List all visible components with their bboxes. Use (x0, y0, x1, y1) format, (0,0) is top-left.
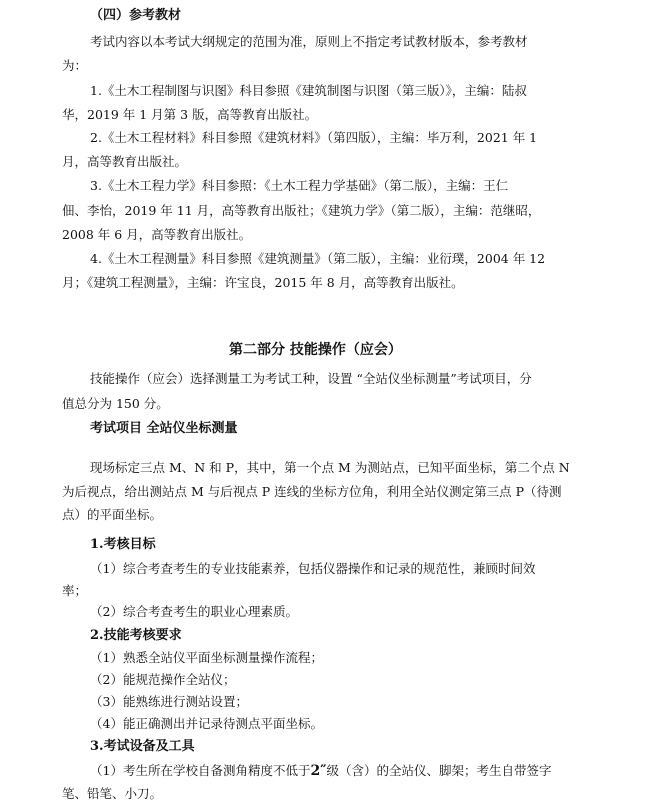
textbook-item-4-cont: 月；《建筑工程测量》，主编：许宝良，2015 年 8 月，高等教育出版社。 (62, 275, 464, 290)
paragraph-line: 值总分为 150 分。 (62, 396, 169, 411)
paragraph-line: 为后视点，给出测站点 M 与后视点 P 连线的坐标方位角，利用全站仪测定第三点 P（待测 (62, 484, 562, 499)
goal-item-2: （2）综合考查考生的职业心理素质。 (90, 604, 298, 619)
textbook-item-3: 3.《土木工程力学》科目参照：《土木工程力学基础》（第二版），主编：王仁 (90, 178, 509, 193)
textbook-item-2-cont: 月，高等教育出版社。 (62, 154, 188, 169)
section-heading-requirements: 2.技能考核要求 (90, 628, 182, 643)
section-heading-equipment: 3.考试设备及工具 (90, 739, 195, 754)
goal-item-1-cont: 率； (62, 583, 88, 598)
goal-item-1: （1）综合考查考生的专业技能素养，包括仪器操作和记录的规范性，兼顾时间效 (90, 561, 536, 576)
equipment-item-1 (90, 763, 551, 779)
textbook-item-3-cont: 2008 年 6 月，高等教育出版社。 (62, 227, 252, 242)
requirement-item-1: （1）熟悉全站仪平面坐标测量操作流程； (90, 650, 323, 665)
equipment-text: （1）考生所在学校自备测角精度不低于 (90, 763, 311, 778)
paragraph-line: 技能操作（应会）选择测量工为考试工种，设置 “全站仪坐标测量”考试项目，分 (90, 371, 532, 386)
paragraph-line: 点）的平面坐标。 (62, 507, 163, 522)
paragraph-line: 为： (62, 58, 88, 73)
section-heading-reference-textbooks: （四）参考教材 (90, 8, 182, 23)
textbook-item-1: 1.《土木工程制图与识图》科目参照《建筑制图与识图（第三版）》，主编：陆叔 (90, 83, 527, 98)
section-heading-goals: 1.考核目标 (90, 537, 156, 552)
requirement-item-3: （3）能熟练进行测站设置； (90, 694, 248, 709)
part-title: 第二部分 技能操作（应会） (229, 342, 402, 358)
paragraph-line: 考试内容以本考试大纲规定的范围为准，原则上不指定考试教材版本，参考教材 (90, 34, 528, 49)
precision-value: 2″ (310, 763, 327, 779)
textbook-item-1-cont: 华，2019 年 1 月第 3 版，高等教育出版社。 (62, 107, 318, 122)
textbook-item-2: 2.《土木工程材料》科目参照《建筑材料》（第四版），主编：毕万利，2021 年 1 (90, 130, 538, 145)
equipment-item-1-cont: 笔、铅笔、小刀。 (62, 786, 163, 801)
textbook-item-4: 4.《土木工程测量》科目参照《建筑测量》（第二版），主编：业衍璞，2004 年 12 (90, 251, 546, 266)
requirement-item-4: （4）能正确测出并记录待测点平面坐标。 (90, 716, 323, 731)
paragraph-line: 现场标定三点 M、N 和 P，其中，第一个点 M 为测站点，已知平面坐标，第二个点 N (90, 460, 570, 475)
textbook-item-3-cont: 佃、李怡，2019 年 11 月，高等教育出版社；《建筑力学》（第二版），主编：范继昭， (62, 203, 541, 218)
equipment-text: 级（含）的全站仪、脚架；考生自带签字 (326, 763, 552, 778)
requirement-item-2: （2）能规范操作全站仪； (90, 672, 236, 687)
project-title: 考试项目 全站仪坐标测量 (90, 421, 238, 436)
